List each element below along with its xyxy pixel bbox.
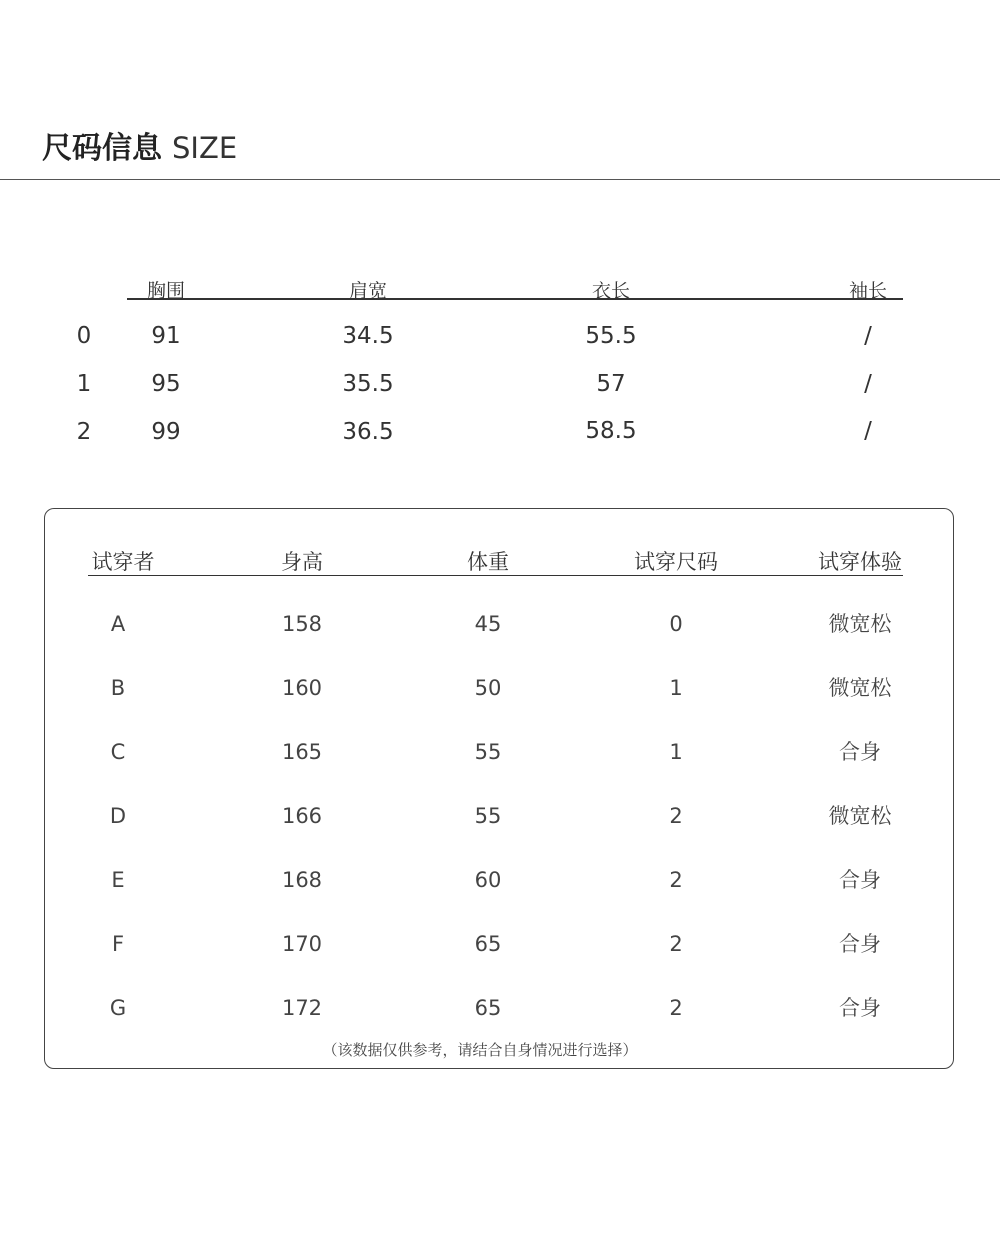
size-value: 57 — [596, 371, 626, 397]
tryon-tester: F — [111, 932, 125, 956]
size-col-length: 衣长 — [591, 280, 631, 302]
tryon-height: 166 — [281, 804, 323, 828]
size-value: 91 — [151, 323, 181, 349]
tryon-weight: 50 — [474, 676, 502, 700]
size-col-chest: 胸围 — [146, 280, 186, 302]
tryon-height: 172 — [281, 996, 323, 1020]
title-divider — [0, 179, 1000, 180]
size-value: 55.5 — [585, 323, 637, 349]
tryon-size: 2 — [669, 996, 683, 1020]
size-value: / — [864, 418, 872, 444]
tryon-fit: 合身 — [839, 932, 881, 956]
tryon-col-height: 身高 — [281, 550, 323, 574]
tryon-col-tester: 试穿者 — [91, 550, 155, 574]
size-value: / — [864, 323, 872, 349]
tryon-col-fit: 试穿体验 — [818, 550, 902, 574]
tryon-fit: 微宽松 — [828, 612, 892, 636]
tryon-col-weight: 体重 — [467, 550, 509, 574]
size-value: 58.5 — [585, 418, 637, 444]
tryon-weight: 55 — [474, 804, 502, 828]
tryon-size: 1 — [669, 676, 683, 700]
size-label: 2 — [76, 419, 92, 445]
tryon-size: 1 — [669, 740, 683, 764]
page-title — [42, 128, 237, 169]
tryon-height: 160 — [281, 676, 323, 700]
tryon-weight: 45 — [474, 612, 502, 636]
size-value: 36.5 — [342, 419, 394, 445]
size-value: 35.5 — [342, 371, 394, 397]
size-value: 34.5 — [342, 323, 394, 349]
page-title-cn: 尺码信息 — [42, 131, 162, 166]
size-label: 1 — [76, 371, 92, 397]
size-header-divider — [127, 298, 903, 300]
tryon-panel — [44, 508, 954, 1069]
tryon-weight: 55 — [474, 740, 502, 764]
tryon-tester: B — [110, 676, 126, 700]
tryon-tester: G — [109, 996, 127, 1020]
tryon-tester: C — [110, 740, 126, 764]
tryon-weight: 65 — [474, 932, 502, 956]
tryon-fit: 微宽松 — [828, 676, 892, 700]
tryon-height: 170 — [281, 932, 323, 956]
size-label: 0 — [76, 323, 92, 349]
tryon-tester: A — [110, 612, 126, 636]
tryon-weight: 65 — [474, 996, 502, 1020]
tryon-col-size: 试穿尺码 — [634, 550, 718, 574]
tryon-weight: 60 — [474, 868, 502, 892]
size-value: / — [864, 371, 872, 397]
page-title-en: SIZE — [172, 131, 238, 165]
tryon-fit: 合身 — [839, 996, 881, 1020]
size-value: 99 — [151, 419, 181, 445]
tryon-tester: D — [109, 804, 127, 828]
tryon-height: 158 — [281, 612, 323, 636]
tryon-size: 2 — [669, 804, 683, 828]
tryon-size: 0 — [669, 612, 683, 636]
tryon-size: 2 — [669, 868, 683, 892]
tryon-header-divider — [88, 575, 903, 576]
tryon-fit: 微宽松 — [828, 804, 892, 828]
tryon-height: 165 — [281, 740, 323, 764]
tryon-height: 168 — [281, 868, 323, 892]
tryon-fit: 合身 — [839, 868, 881, 892]
tryon-size: 2 — [669, 932, 683, 956]
tryon-tester: E — [111, 868, 125, 892]
size-col-sleeve: 袖长 — [848, 280, 888, 302]
size-col-shoulder: 肩宽 — [348, 280, 388, 302]
disclaimer-note: （该数据仅供参考，请结合自身情况进行选择） — [322, 1041, 638, 1059]
size-value: 95 — [151, 371, 181, 397]
tryon-fit: 合身 — [839, 740, 881, 764]
